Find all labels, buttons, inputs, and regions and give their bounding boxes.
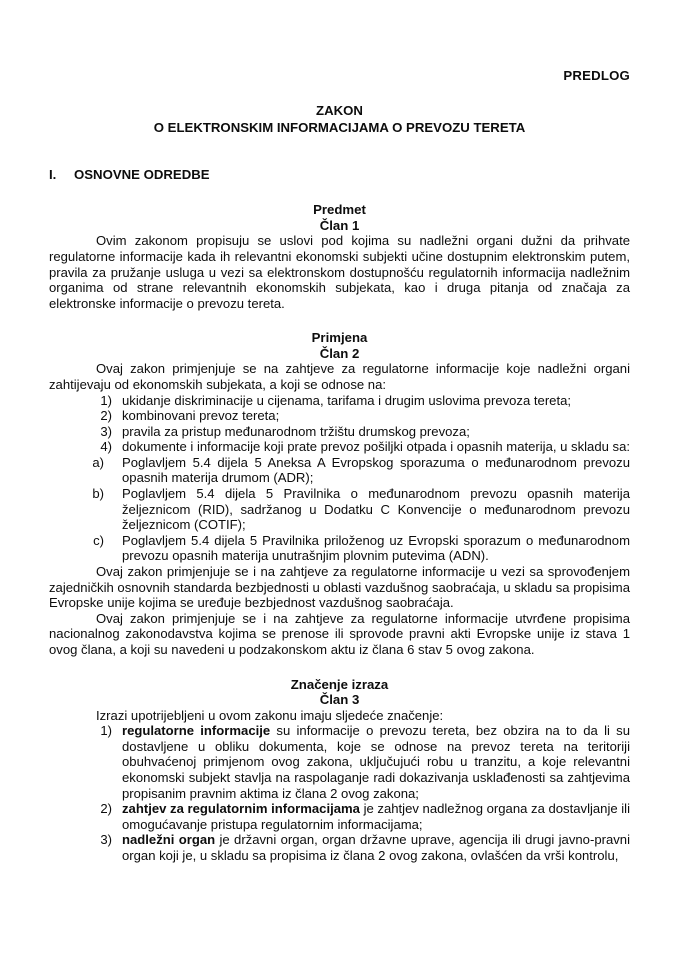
list-marker: 1) bbox=[100, 723, 112, 739]
article-name-1: Predmet bbox=[313, 202, 366, 218]
list-item-text bbox=[122, 723, 630, 801]
list-marker: 2) bbox=[100, 408, 112, 424]
definition-term: nadležni organ bbox=[122, 832, 216, 848]
definition-term: regulatorne informacije bbox=[122, 723, 271, 739]
list-item bbox=[49, 393, 630, 409]
list-item-text: dokumente i informacije koji prate prevoz pošiljki otpada i opasnih materija, u skladu sa: bbox=[122, 439, 631, 455]
article-2-paragraph-2: Ovaj zakon primjenjuje se i na zahtjeve za regulatorne informacije u vezi sa sprovođenjem zajedničkih osnovnih standarda bezbjednosti u oblasti vazdušnog saobraćaja, u skladu sa propisima Evropske unije kojima se uređuje bezbjednost vazdušnog saobraćaja. bbox=[49, 564, 630, 611]
list-marker: 4) bbox=[100, 439, 112, 455]
list-marker: b) bbox=[92, 486, 104, 502]
document-label-predlog: PREDLOG bbox=[563, 68, 630, 83]
article-name-3: Značenje izraza bbox=[290, 676, 389, 692]
article-number-3: Član 3 bbox=[319, 692, 360, 708]
definition-body: je državni organ, organ državne uprave, agencija ili drugi javno-pravni organ koji je, u skladu sa propisima iz člana 2 ovog zakona, ovlašćen da vrši kontrolu, bbox=[122, 832, 630, 863]
article-heading-2 bbox=[49, 330, 630, 361]
list-item bbox=[49, 801, 630, 832]
article-3-intro: Izrazi upotrijebljeni u ovom zakonu imaju sljedeće značenje: bbox=[96, 707, 444, 723]
article-2-intro: Ovaj zakon primjenjuje se na zahtjeve za regulatorne informacije koje nadležni organi zahtijevaju od ekonomskih subjekata, a koji se odnose na: bbox=[49, 361, 630, 392]
definition-term: zahtjev za regulatornim informacijama bbox=[122, 801, 360, 817]
article-2-paragraph-3: Ovaj zakon primjenjuje se i na zahtjeve za regulatorne informacije utvrđene propisima nacionalnog zakonodavstva kojima se prenose ili sprovode pravni akti Evropske unije iz stava 1 ovog člana, a koji su navedeni u podzakonskom aktu iz člana 6 stav 5 ovog zakona. bbox=[49, 610, 630, 657]
article-heading-3 bbox=[49, 677, 630, 708]
section-heading-osnovne-odredbe bbox=[49, 167, 630, 184]
definition-body: su informacije o prevozu tereta, bez obzira na to da li su dostavljene u obliku dokumenta, koje se odnose na prevoz tereta na teritoriji obuhvaćenoj primjenom ovog zakona, uključujući robu u tranzitu, a koje relevantni ekonomski subjekt stavlja na raspolaganje radi dokazivanja usklađenosti sa zahtjevima propisanim pravnim aktima iz člana 2 ovog zakona; bbox=[122, 723, 630, 801]
list-item-text: kombinovani prevoz tereta; bbox=[122, 408, 280, 424]
document-content bbox=[49, 0, 630, 864]
list-marker: 1) bbox=[100, 392, 112, 408]
list-item bbox=[49, 832, 630, 863]
document-title-line-1: ZAKON bbox=[316, 102, 363, 118]
list-item-text: ukidanje diskriminacije u cijenama, tarifama i drugim uslovima prevoza tereta; bbox=[122, 392, 572, 408]
article-2-numbered-list bbox=[49, 393, 630, 455]
list-marker: 3) bbox=[100, 423, 112, 439]
list-item bbox=[49, 455, 630, 486]
article-1-paragraph-1: Ovim zakonom propisuju se uslovi pod kojima su nadležni organi dužni da prihvate regulatorne informacije kada ih relevantni ekonomski subjekti učine dostupnim elektronskim putem, pravila za pružanje usluga u vezi sa elektronskom dostupnošću regulatornih informacija nadležnim organima od strane relevantnih ekonomskih subjekata, kao i druga pitanja od značaja za elektronske informacije o prevozu tereta. bbox=[49, 233, 630, 311]
document-title bbox=[49, 102, 630, 137]
list-marker: 2) bbox=[100, 801, 112, 817]
list-item bbox=[49, 439, 630, 455]
article-number-2: Član 2 bbox=[319, 345, 360, 361]
article-heading-1 bbox=[49, 202, 630, 233]
article-3-definition-list bbox=[49, 723, 630, 863]
list-item bbox=[49, 486, 630, 533]
list-marker: c) bbox=[93, 532, 104, 548]
list-item-text: Poglavljem 5.4 dijela 5 Pravilnika priloženog uz Evropski sporazum o međunarodnom prevozu opasnih materija unutrašnjim plovnim putevima (ADN). bbox=[122, 532, 630, 564]
list-item bbox=[49, 424, 630, 440]
article-2-alpha-list bbox=[49, 455, 630, 564]
definition-body: je zahtjev nadležnog organa za dostavljanje ili omogućavanje pristupa regulatornim informacijama; bbox=[122, 801, 631, 832]
list-item-text: pravila za pristup međunarodnom tržištu drumskog prevoza; bbox=[122, 423, 470, 439]
article-number-1: Član 1 bbox=[319, 217, 360, 233]
list-item-text: Poglavljem 5.4 dijela 5 Pravilnika o međunarodnom prevozu opasnih materija željeznicom (RID), sadržanog u Dodatku C Konvencije o međunarodnom prevozu željeznicom (COTIF); bbox=[122, 486, 630, 533]
list-item bbox=[49, 723, 630, 801]
list-item-text bbox=[122, 801, 630, 832]
section-numeral: I. bbox=[49, 166, 57, 182]
list-item-text: Poglavljem 5.4 dijela 5 Aneksa A Evropskog sporazuma o međunarodnom prevozu opasnih materija drumom (ADR); bbox=[122, 454, 630, 486]
list-marker: a) bbox=[92, 454, 104, 470]
section-label: OSNOVNE ODREDBE bbox=[74, 166, 210, 182]
article-name-2: Primjena bbox=[311, 330, 368, 346]
document-title-line-2: O ELEKTRONSKIM INFORMACIJAMA O PREVOZU TERETA bbox=[153, 120, 526, 136]
list-marker: 3) bbox=[100, 832, 112, 848]
list-item bbox=[49, 533, 630, 564]
list-item bbox=[49, 408, 630, 424]
list-item-text bbox=[122, 832, 630, 863]
